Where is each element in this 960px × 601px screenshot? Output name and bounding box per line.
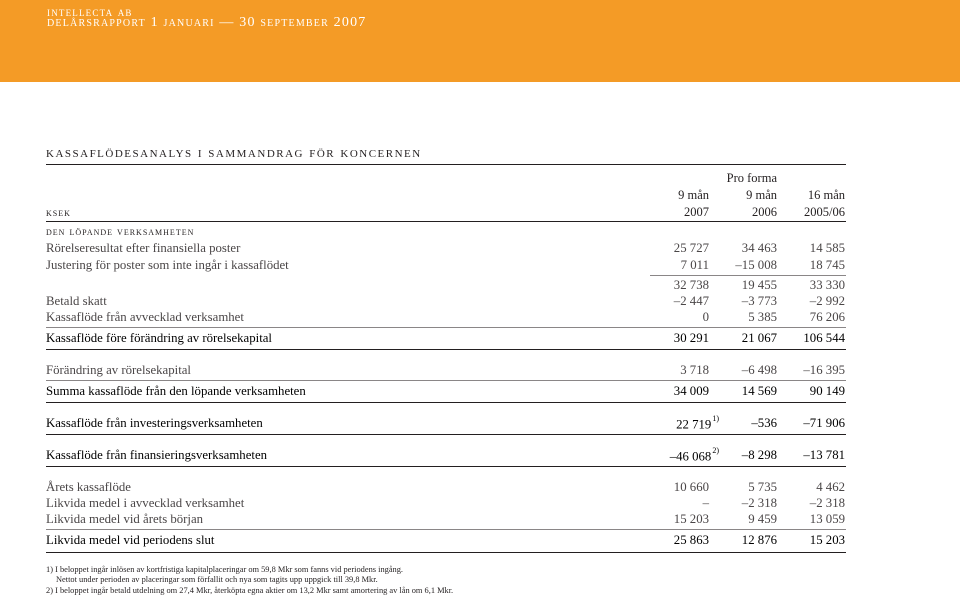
col3-header-line2: 16 mån xyxy=(807,188,845,202)
row-value-2006: –2 318 xyxy=(741,496,777,510)
footnote-marker: 2) xyxy=(712,446,719,455)
table-row xyxy=(46,241,846,257)
row-divider xyxy=(46,466,846,467)
col3-header-line3: 2005/06 xyxy=(804,205,845,219)
row-value-2006: 12 876 xyxy=(741,533,777,547)
row-value-2005-06: 33 330 xyxy=(809,278,845,292)
row-value-2006: –15 008 xyxy=(735,258,777,272)
header-rule xyxy=(46,221,846,222)
row-value-2006: 14 569 xyxy=(741,384,777,398)
row-divider xyxy=(46,380,846,381)
value-text: –46 068 xyxy=(669,449,712,464)
table-row xyxy=(46,310,846,326)
footnote-2: 2) I beloppet ingår betald utdelning om 27,4 Mkr, återköpta egna aktier om 13,2 Mkr samt amortering av lån om 6,1 Mkr. xyxy=(46,586,454,595)
col1-header-line3: 2007 xyxy=(684,205,709,219)
row-value-2007: 10 660 xyxy=(673,480,709,494)
col1-header-line2: 9 mån xyxy=(678,188,709,202)
row-label: Justering för poster som inte ingår i kassaflödet xyxy=(46,258,289,272)
row-divider xyxy=(46,529,846,530)
unit-label: ksek xyxy=(46,205,71,219)
report-period: delårsrapport 1 januari — 30 september 2007 xyxy=(47,15,367,30)
row-value-2007: – xyxy=(702,496,709,510)
row-value-2006: 21 067 xyxy=(741,331,777,345)
col2-header-line1: Pro forma xyxy=(726,171,777,185)
row-value-2007: 0 xyxy=(702,310,709,324)
page-title: kassaflödesanalys i sammandrag för koncernen xyxy=(46,145,846,165)
row-label: Kassaflöde från investeringsverksamheten xyxy=(46,416,263,430)
row-value-2007: –2 447 xyxy=(673,294,709,308)
col2-header-line3: 2006 xyxy=(752,205,777,219)
row-value-2006: 9 459 xyxy=(748,512,777,526)
row-divider xyxy=(46,402,846,403)
row-value-2006: 5 385 xyxy=(748,310,777,324)
table-row xyxy=(46,363,846,379)
footnote-1-continued: Nettot under perioden av placeringar som förfallit och nya som tagits upp uppgick till 39,8 Mkr. xyxy=(56,575,378,584)
table-bottom-rule xyxy=(46,552,846,553)
table-row xyxy=(46,496,846,512)
table-row xyxy=(46,278,846,294)
row-value-2005-06: 4 462 xyxy=(816,480,845,494)
row-label: Likvida medel vid årets början xyxy=(46,512,204,526)
company-name: intellecta ab xyxy=(47,4,133,19)
table-row xyxy=(46,294,846,310)
row-label: Likvida medel i avvecklad verksamhet xyxy=(46,496,245,510)
row-value-2007: 3 718 xyxy=(680,363,709,377)
row-value-2006: –536 xyxy=(751,416,777,430)
row-value-2005-06: 15 203 xyxy=(809,533,845,547)
col2-header-line2: 9 mån xyxy=(746,188,777,202)
row-value-2006: –6 498 xyxy=(741,363,777,377)
row-divider xyxy=(46,434,846,435)
table-row xyxy=(46,384,846,400)
row-value-2007: 25 727 xyxy=(673,241,709,255)
subtotal-rule xyxy=(650,275,846,276)
row-value-2007: 7 011 xyxy=(680,258,709,272)
row-label: Förändring av rörelsekapital xyxy=(46,363,191,377)
row-value-2005-06: –2 318 xyxy=(809,496,845,510)
row-label: Kassaflöde från finansieringsverksamheten xyxy=(46,448,268,462)
table-row xyxy=(46,448,846,464)
row-value-2005-06: 18 745 xyxy=(809,258,845,272)
row-divider xyxy=(46,327,846,328)
row-divider xyxy=(46,349,846,350)
report-banner xyxy=(0,0,960,82)
row-label: Likvida medel vid periodens slut xyxy=(46,533,215,547)
row-value-2005-06: 14 585 xyxy=(809,241,845,255)
row-value-2007: 32 738 xyxy=(673,278,709,292)
row-value-2005-06: –13 781 xyxy=(803,448,845,462)
row-value-2005-06: 106 544 xyxy=(803,331,845,345)
row-value-2005-06: 13 059 xyxy=(809,512,845,526)
table-row xyxy=(46,512,846,528)
row-value-2005-06: –71 906 xyxy=(803,416,845,430)
row-value-2005-06: –2 992 xyxy=(809,294,845,308)
row-value-2007: 25 863 xyxy=(673,533,709,547)
row-value-2007: 30 291 xyxy=(673,331,709,345)
row-label: Betald skatt xyxy=(46,294,107,308)
row-value-2005-06: 76 206 xyxy=(809,310,845,324)
footnote-marker: 1) xyxy=(712,414,719,423)
table-row xyxy=(46,416,846,432)
table-row xyxy=(46,331,846,347)
row-value-2006: 19 455 xyxy=(741,278,777,292)
row-value-2005-06: 90 149 xyxy=(809,384,845,398)
section-heading: den löpande verksamheten xyxy=(46,224,195,238)
row-label: Rörelseresultat efter finansiella poster xyxy=(46,241,241,255)
row-value-2006: –3 773 xyxy=(741,294,777,308)
row-label: Summa kassaflöde från den löpande verksamheten xyxy=(46,384,306,398)
row-value-2007: 15 203 xyxy=(673,512,709,526)
row-value-2007: 34 009 xyxy=(673,384,709,398)
table-row xyxy=(46,480,846,496)
row-label: Årets kassaflöde xyxy=(46,480,131,494)
row-label: Kassaflöde från avvecklad verksamhet xyxy=(46,310,244,324)
row-value-2006: 5 735 xyxy=(748,480,777,494)
row-value-2006: 34 463 xyxy=(741,241,777,255)
table-row xyxy=(46,533,846,549)
row-value-2005-06: –16 395 xyxy=(803,363,845,377)
row-label: Kassaflöde före förändring av rörelsekapital xyxy=(46,331,272,345)
row-value-2006: –8 298 xyxy=(741,448,777,462)
table-row xyxy=(46,258,846,274)
value-text: 22 719 xyxy=(676,417,712,432)
footnote-1: 1) I beloppet ingår inlösen av kortfristiga kapitalplaceringar om 59,8 Mkr som fanns vid periodens ingång. xyxy=(46,565,404,574)
